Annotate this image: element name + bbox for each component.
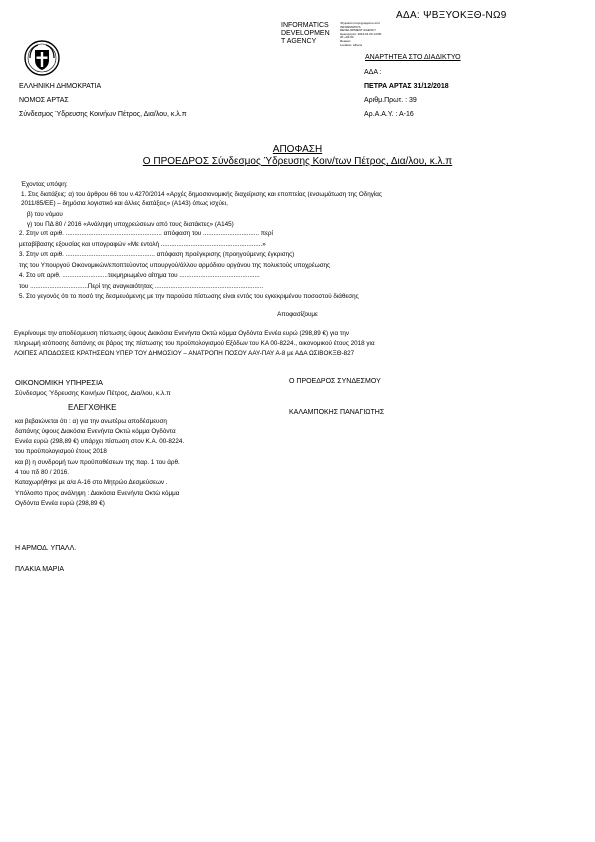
republic-label: ΕΛΛΗΝΙΚΗ ΔΗΜΟΚΡΑΤΙΑ bbox=[19, 83, 102, 90]
checked-label: ΕΛΕΓΧΘΗΚΕ bbox=[68, 403, 117, 412]
consideration-line: της του Υπουργού Οικονομικών/εποπτεύοντος υπουργού/άλλου αρμόδιου οργάνου της πολυετούς υποχρέωσης bbox=[19, 262, 331, 269]
document-title: ΑΠΟΦΑΣΗ bbox=[272, 144, 323, 155]
document-subtitle: Ο ΠΡΟΕΔΡΟΣ Σύνδεσμος Ύδρευσης Κοιν/των Πέτρος, Δια/λου, κ.λ.π bbox=[142, 156, 453, 167]
consideration-line: 4. Στο υπ αριθ. ..........................τεκμηριωμένο αίτημα του .............................................. bbox=[19, 272, 260, 279]
consideration-line: γ) του ΠΔ 80 / 2016 «Ανάληψη υποχρεώσεων από τους διατάκτες» (Α145) bbox=[27, 221, 234, 228]
employee-name: ΠΛΑΚΙΑ ΜΑΡΙΑ bbox=[15, 566, 65, 573]
signature-line: INFORMATICS bbox=[340, 24, 361, 29]
finance-org: Σύνδεσμος Ύδρευσης Κοινήων Πέτρος, Δια/λου, κ.λ.π bbox=[15, 390, 171, 397]
consideration-line: 3. Στην υπ αριθ. ................................................... απόφαση προέγκρισης (προηγούμενης έγκρισης) bbox=[19, 251, 295, 258]
consideration-line: β) του νόμου bbox=[27, 211, 63, 218]
finance-line: 4 του πδ 80 / 2016. bbox=[15, 469, 69, 476]
date-field: ΠΕΤΡΑ ΑΡΤΑΣ 31/12/2018 bbox=[364, 83, 449, 90]
finance-service-title: ΟΙΚΟΝΟΜΙΚΗ ΥΠΗΡΕΣΙΑ bbox=[15, 378, 104, 387]
posted-online-note: ΑΝΑΡΤΗΤΕΑ ΣΤΟ ΔΙΑΔΙΚΤΥΟ bbox=[365, 54, 461, 61]
signature-line: Ψηφιακά υπογεγραμμένο από bbox=[340, 21, 380, 25]
employee-label: Η ΑΡΜΟΔ. ΥΠΑΛΛ. bbox=[15, 545, 77, 552]
signature-line: Ημερομηνία: 2019.01.03 14:08: bbox=[340, 31, 382, 36]
greek-emblem-icon bbox=[24, 40, 60, 76]
finance-line: δαπάνης ύψους Διακόσια Ενενήντα Οκτώ κόμμα Ογδόντα bbox=[15, 428, 176, 435]
consideration-line: Έχοντας υπόψη: bbox=[21, 181, 68, 188]
finance-line: Καταχωρήθηκε με α/α Α-16 στο Μητρώο Δεσμεύσεων . bbox=[15, 479, 168, 486]
signature-line: 20 +02:00 bbox=[340, 35, 354, 40]
finance-line: του προϋπολογισμού έτους 2018 bbox=[15, 448, 107, 455]
finance-line: Υπόλοιπο προς ανάληψη : Διακόσια Ενενήντα Οκτώ κόμμα bbox=[15, 490, 180, 497]
president-name: ΚΑΛΑΜΠΟΚΗΣ ΠΑΝΑΓΙΩΤΗΣ bbox=[289, 409, 385, 416]
consideration-line: 2. Στην υπ αριθ. ....................................................... απόφαση του ................................ περί bbox=[19, 230, 273, 237]
decision-line: πληρωμή ισόποσης δαπάνης σε βάρος της πίστωσης του προϋπολογισμού Εξόδων του ΚΑ 00-8224., οικονομικού έτους 2018 για bbox=[14, 340, 375, 347]
signature-line: Location: Athens bbox=[340, 42, 363, 47]
consideration-line: του .................................Περί της αναγκαιότητας .............................................................. bbox=[19, 283, 264, 290]
prefecture-label: ΝΟΜΟΣ ΑΡΤΑΣ bbox=[19, 97, 69, 104]
consideration-line: μεταβίβασης εξουσίας και υπογραφών «Με εντολή ..........................................................» bbox=[19, 241, 266, 248]
president-label: Ο ΠΡΟΕΔΡΟΣ ΣΥΝΔΕΣΜΟΥ bbox=[289, 378, 381, 385]
signature-line: DEVELOPMENT AGENCY bbox=[340, 28, 376, 33]
decide-label: Αποφασίζουμε bbox=[277, 311, 318, 318]
finance-line: Εννέα ευρώ (298,89 €) υπάρχει πίστωση στον Κ.Α. 00-8224. bbox=[15, 438, 185, 445]
consideration-line: 2011/85/ΕΕ) – δημόσια λογιστικό και άλλες διατάξεις» (Α143) όπως ισχύει, bbox=[21, 200, 228, 207]
digital-signature-stamp bbox=[340, 22, 382, 47]
protocol-number: Αριθμ.Πρωτ. : 39 bbox=[364, 97, 417, 104]
aay-number: Αρ.Α.Α.Υ. : Α-16 bbox=[364, 111, 414, 118]
ada-field: ΑΔΑ : bbox=[364, 69, 382, 76]
ada-code: ΑΔΑ: ΨΒΞΥΟΚΞΘ-ΝΩ9 bbox=[396, 10, 507, 21]
decision-line: ΛΟΙΠΕΣ ΑΠΟΔΟΣΕΙΣ ΚΡΑΤΗΣΕΩΝ ΥΠΕΡ ΤΟΥ ΔΗΜΟΣΙΟΥ – ΑΝΑΤΡΟΠΗ ΠΟΣΟΥ ΑΑΥ-ΠΑΥ Α-8 με ΑΔΑ ΩΣΙΒΟΚΞΘ-827 bbox=[14, 350, 355, 357]
organization-label: Σύνδεσμος Ύδρευσης Κοινήων Πέτρος, Δια/λου, κ.λ.π bbox=[19, 111, 187, 118]
finance-line: Ογδόντα Εννέα ευρώ (298,89 €) bbox=[15, 500, 105, 507]
finance-line: και βεβαιώνεται ότι : α) για την ανωτέρω αποδέσμευση bbox=[15, 418, 167, 425]
ida-logo bbox=[281, 22, 330, 46]
finance-line: και β) η συνδρομή των προϋποθέσεων της παρ. 1 του άρθ. bbox=[15, 459, 180, 466]
ida-logo-line: INFORMATICS bbox=[281, 22, 329, 29]
ida-logo-line: T AGENCY bbox=[281, 38, 317, 45]
consideration-line: 1. Στις διατάξεις: α) του άρθρου 66 του ν.4270/2014 «Αρχές δημοσιονομικής διαχείρισης και εποπτείας (ενσωμάτωση της Οδηγίας bbox=[21, 191, 382, 198]
signature-line: Reason: bbox=[340, 38, 352, 43]
decision-line: Εγκρίνουμε την αποδέσμευση πίστωσης ύψους Διακόσια Ενενήντα Οκτώ κόμμα Ογδόντα Εννέα ευρώ (298,89 €) για την bbox=[14, 330, 349, 337]
consideration-line: 5. Στο γεγονός ότι το ποσό της δεσμευόμενης με την παρούσα πίστωσης είναι εντός του εγκεκριμένου ποσοστού διάθεσης bbox=[19, 293, 359, 300]
ida-logo-line: DEVELOPMEN bbox=[281, 30, 330, 37]
